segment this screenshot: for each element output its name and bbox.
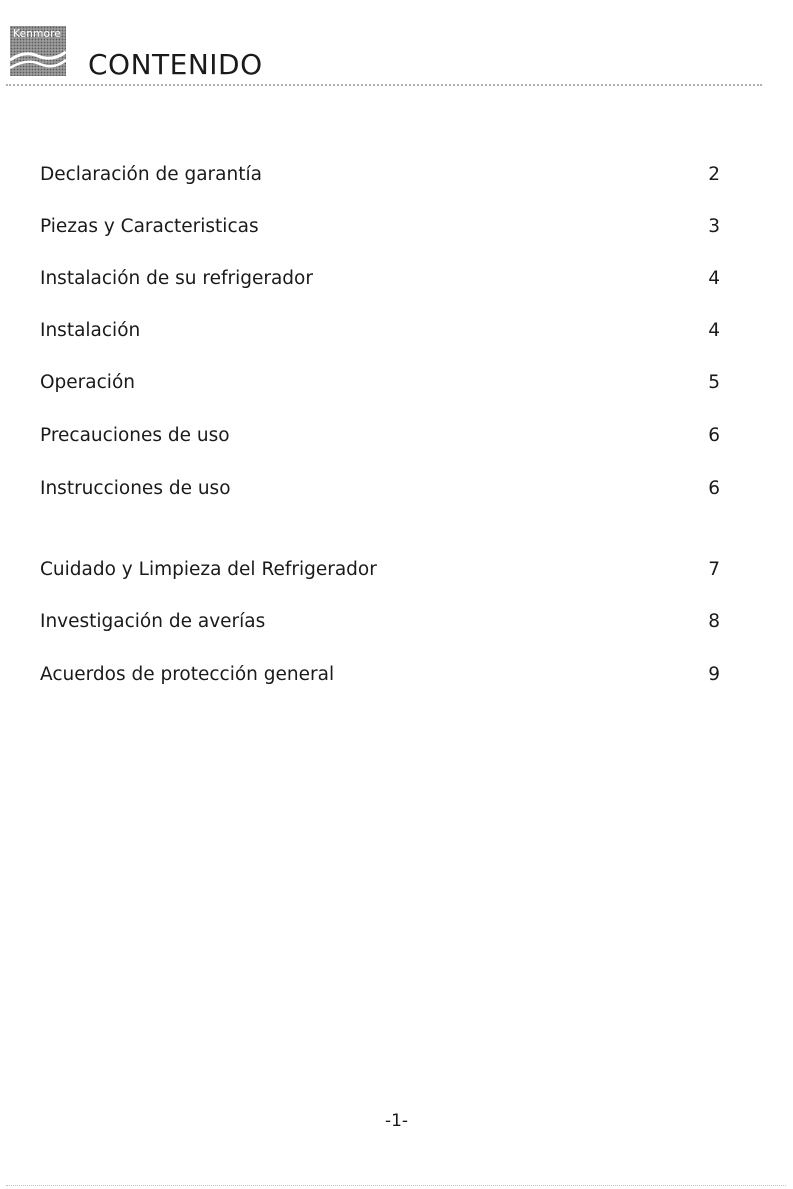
toc-page-number: 3 — [708, 216, 720, 237]
table-of-contents — [40, 0, 720, 1189]
toc-label: Declaración de garantía — [40, 164, 262, 185]
logo-text: Kenmore — [13, 28, 62, 40]
toc-label: Precauciones de uso — [40, 425, 230, 446]
toc-label: Operación — [40, 372, 135, 393]
toc-label: Instrucciones de uso — [40, 478, 231, 499]
toc-row — [40, 421, 720, 451]
toc-row — [40, 264, 720, 294]
page-number: -1- — [384, 1111, 409, 1131]
toc-label: Cuidado y Limpieza del Refrigerador — [40, 559, 377, 580]
toc-page-number: 6 — [708, 425, 720, 446]
toc-row — [40, 160, 720, 190]
toc-label: Investigación de averías — [40, 611, 266, 632]
toc-row — [40, 660, 720, 690]
toc-label: Acuerdos de protección general — [40, 664, 335, 685]
toc-page-number: 7 — [708, 559, 720, 580]
toc-page-number: 6 — [708, 478, 720, 499]
toc-row — [40, 607, 720, 637]
toc-row — [40, 212, 720, 242]
toc-label: Instalación — [40, 320, 141, 341]
page-title: CONTENIDO — [88, 48, 263, 81]
toc-page-number: 4 — [708, 268, 720, 289]
toc-label: Piezas y Caracteristicas — [40, 216, 259, 237]
toc-page-number: 4 — [708, 320, 720, 341]
toc-row — [40, 474, 720, 504]
toc-page-number: 5 — [708, 372, 720, 393]
toc-row — [40, 555, 720, 585]
footer-divider — [6, 1185, 786, 1186]
toc-label: Instalación de su refrigerador — [40, 268, 313, 289]
toc-row — [40, 368, 720, 398]
toc-row — [40, 316, 720, 346]
toc-page-number: 8 — [708, 611, 720, 632]
toc-page-number: 9 — [708, 664, 720, 685]
toc-page-number: 2 — [708, 164, 720, 185]
